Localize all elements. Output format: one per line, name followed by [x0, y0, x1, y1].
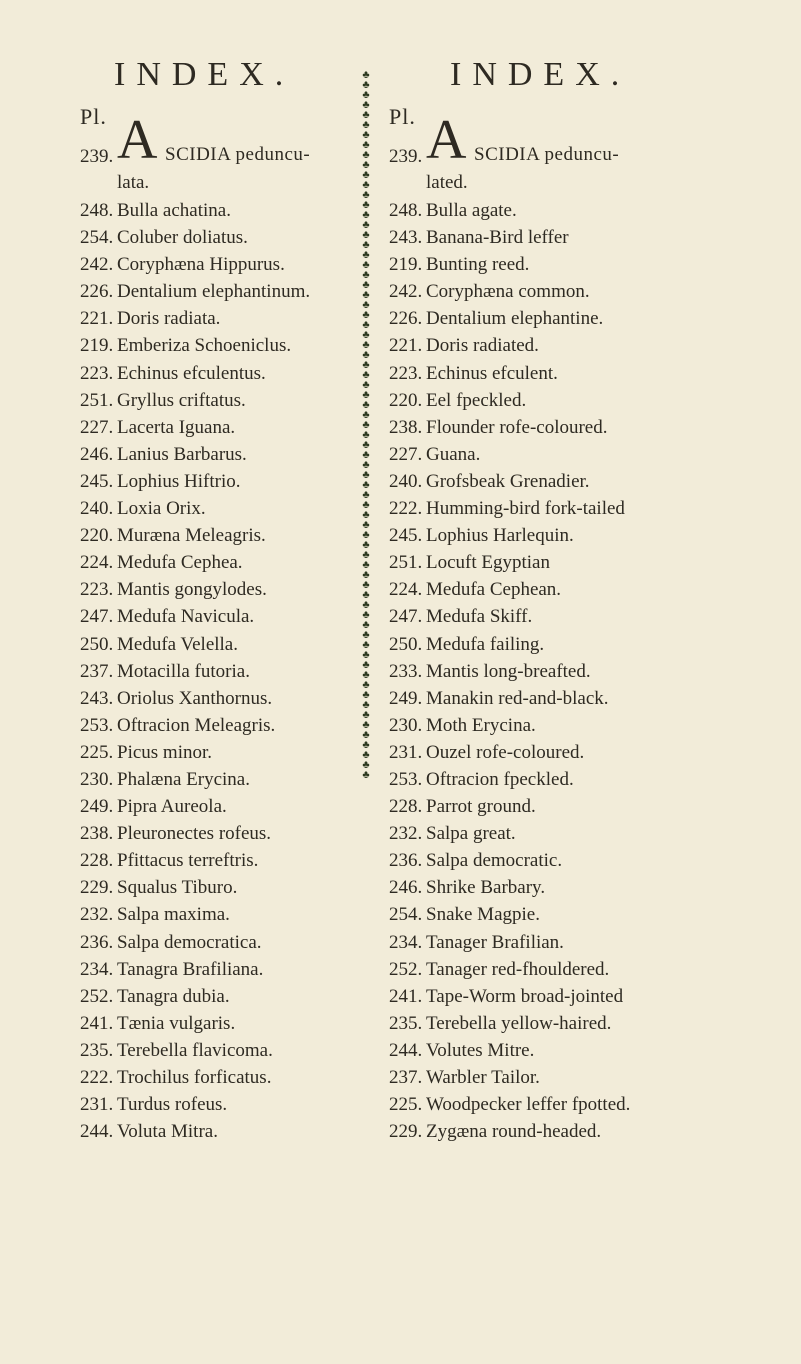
species-name: Medufa Velella. [117, 633, 238, 655]
plate-number: 246. [80, 443, 114, 465]
divider-ornament: ♣ [362, 179, 370, 191]
index-entry [389, 929, 630, 956]
divider-ornament: ♣ [362, 209, 370, 221]
species-name: Tanager red-fhouldered. [426, 958, 610, 980]
divider-ornament: ♣ [362, 79, 370, 91]
species-name: Coryphæna common. [426, 281, 590, 303]
plate-number: 242. [389, 281, 423, 303]
index-entry [389, 278, 630, 305]
index-entry [389, 847, 630, 874]
species-name: Picus minor. [117, 741, 213, 763]
index-entry [80, 956, 310, 983]
plate-number: 253. [389, 768, 423, 790]
divider-ornament: ♣ [362, 139, 370, 151]
index-entry [80, 251, 310, 278]
plate-number: 230. [389, 714, 423, 736]
index-entry [389, 1010, 630, 1037]
plate-number: 223. [389, 362, 423, 384]
plate-number: 232. [80, 904, 114, 926]
plate-number: 240. [80, 498, 114, 520]
species-name: Doris radiated. [426, 335, 539, 357]
divider-ornament: ♣ [362, 549, 370, 561]
divider-ornament: ♣ [362, 599, 370, 611]
divider-ornament: ♣ [362, 739, 370, 751]
plate-number: 231. [389, 741, 423, 763]
plate-number: 231. [80, 1094, 114, 1116]
index-entry [80, 197, 310, 224]
divider-ornament: ♣ [362, 529, 370, 541]
index-entry [80, 414, 310, 441]
plate-number: 235. [389, 1012, 423, 1034]
index-entry [80, 820, 310, 847]
index-entry [389, 468, 630, 495]
plate-number: 251. [389, 552, 423, 574]
plate-number: 232. [389, 823, 423, 845]
species-name: Bulla agate. [426, 200, 517, 221]
index-entry [389, 224, 630, 251]
index-entry [80, 441, 310, 468]
index-entry [389, 901, 630, 928]
index-entry [80, 1064, 310, 1091]
first-entry-number: 239. [80, 146, 114, 167]
species-name: Woodpecker leffer fpotted. [426, 1094, 631, 1116]
species-name: Medufa Skiff. [426, 606, 533, 628]
first-entry-name: SCIDIA peduncu- [165, 144, 311, 165]
species-name: Tanager Brafilian. [426, 931, 564, 953]
plate-number: 244. [389, 1039, 423, 1061]
index-entry [80, 468, 310, 495]
divider-ornament: ♣ [362, 709, 370, 721]
index-entry [389, 956, 630, 983]
plate-number: 221. [80, 308, 114, 330]
plate-number: 238. [389, 416, 423, 438]
index-entry [389, 197, 630, 224]
index-entry [389, 305, 630, 332]
species-name: Shrike Barbary. [426, 877, 546, 899]
species-name: Moth Erycina. [426, 714, 536, 736]
index-entry [389, 1091, 630, 1118]
index-entry [389, 387, 630, 414]
species-name: Medufa Navicula. [117, 606, 255, 628]
divider-ornament: ♣ [362, 189, 370, 201]
divider-ornament: ♣ [362, 109, 370, 121]
divider-ornament: ♣ [362, 749, 370, 761]
divider-ornament: ♣ [362, 259, 370, 271]
species-name: Snake Magpie. [426, 904, 540, 926]
divider-ornament: ♣ [362, 119, 370, 131]
plate-number: 220. [80, 525, 114, 547]
index-entry [80, 603, 310, 630]
plate-number: 249. [80, 796, 114, 818]
divider-ornament: ♣ [362, 199, 370, 211]
plate-number: 220. [389, 389, 423, 411]
divider-ornament: ♣ [362, 639, 370, 651]
species-name: Humming-bird fork-tailed [426, 498, 625, 520]
plate-number: 245. [80, 470, 114, 492]
plate-number: 254. [389, 904, 423, 926]
divider-ornament: ♣ [362, 149, 370, 161]
species-name: Motacilla futoria. [117, 660, 250, 682]
plate-number: 252. [389, 958, 423, 980]
divider-ornament: ♣ [362, 699, 370, 711]
divider-ornament: ♣ [362, 339, 370, 351]
species-name: Oftracion fpeckled. [426, 768, 574, 790]
divider-ornament: ♣ [362, 129, 370, 141]
index-entry [80, 278, 310, 305]
divider-ornament: ♣ [362, 389, 370, 401]
divider-ornament: ♣ [362, 279, 370, 291]
species-name: Locuft Egyptian [426, 552, 550, 574]
divider-ornament: ♣ [362, 89, 370, 101]
index-entry [80, 766, 310, 793]
index-entry [389, 739, 630, 766]
index-entry [80, 631, 310, 658]
species-name: Parrot ground. [426, 796, 536, 818]
species-name: Flounder rofe-coloured. [426, 416, 608, 438]
divider-ornament: ♣ [362, 629, 370, 641]
species-name: Pfittacus terreftris. [117, 850, 259, 872]
species-name: Salpa democratic. [426, 850, 563, 872]
species-name: Banana-Bird leffer [426, 227, 569, 249]
plate-number: 236. [80, 931, 114, 953]
index-entry [80, 1118, 310, 1145]
index-entry [80, 874, 310, 901]
index-entry [80, 495, 310, 522]
index-entry [389, 522, 630, 549]
plate-number: 225. [80, 741, 114, 763]
plate-number: 249. [389, 687, 423, 709]
species-name: Dentalium elephantinum. [117, 281, 311, 303]
divider-ornament: ♣ [362, 379, 370, 391]
plate-number: 223. [80, 362, 114, 384]
species-name: Medufa Cephea. [117, 552, 243, 574]
divider-ornament: ♣ [362, 479, 370, 491]
index-entry [80, 522, 310, 549]
species-name: Salpa maxima. [117, 904, 230, 926]
species-name: Loxia Orix. [117, 498, 206, 520]
species-name: Pipra Aureola. [117, 796, 227, 818]
divider-ornament: ♣ [362, 359, 370, 371]
species-name: Oriolus Xanthornus. [117, 687, 273, 709]
index-entry [389, 1037, 630, 1064]
index-entry [389, 793, 630, 820]
index-entry [389, 1064, 630, 1091]
divider-ornament: ♣ [362, 759, 370, 771]
species-name: Lophius Hiftrio. [117, 470, 241, 492]
plate-number: 245. [389, 525, 423, 547]
index-entry [389, 658, 630, 685]
page-heading: INDEX. [450, 56, 631, 93]
divider-ornament: ♣ [362, 469, 370, 481]
index-entry [80, 983, 310, 1010]
species-name: Doris radiata. [117, 308, 221, 330]
plate-number: 228. [80, 850, 114, 872]
species-name: Salpa democratica. [117, 931, 262, 953]
index-entry [80, 332, 310, 359]
species-name: Mantis long-breafted. [426, 660, 591, 682]
divider-ornament: ♣ [362, 169, 370, 181]
entry-list [80, 197, 310, 1145]
plate-number: 228. [389, 796, 423, 818]
drop-cap-letter: A [426, 109, 467, 171]
plate-number: 234. [389, 931, 423, 953]
plate-number: 229. [389, 1121, 423, 1143]
divider-ornament: ♣ [362, 499, 370, 511]
index-entry [80, 685, 310, 712]
index-entry [80, 387, 310, 414]
index-entry [389, 414, 630, 441]
index-entry [389, 766, 630, 793]
index-entry [80, 712, 310, 739]
index-entry [389, 332, 630, 359]
species-name: Phalæna Erycina. [117, 768, 250, 790]
index-entry [389, 983, 630, 1010]
divider-ornament: ♣ [362, 419, 370, 431]
divider-ornament: ♣ [362, 719, 370, 731]
divider-ornament: ♣ [362, 649, 370, 661]
species-name: Grofsbeak Grenadier. [426, 470, 590, 492]
plate-number: 240. [389, 470, 423, 492]
divider-ornament: ♣ [362, 559, 370, 571]
species-name: Medufa Cephean. [426, 579, 562, 601]
species-name: Dentalium elephantine. [426, 308, 604, 330]
divider-ornament: ♣ [362, 449, 370, 461]
species-name: Voluta Mitra. [117, 1121, 218, 1143]
plate-number: 229. [80, 877, 114, 899]
index-entry [80, 739, 310, 766]
divider-ornament: ♣ [362, 289, 370, 301]
drop-cap-letter: A [117, 109, 158, 171]
plate-number: 241. [389, 985, 423, 1007]
index-entry [389, 603, 630, 630]
divider-ornament: ♣ [362, 299, 370, 311]
plate-number: 252. [80, 985, 114, 1007]
first-entry-name: SCIDIA peduncu- [474, 144, 620, 165]
index-entry [80, 549, 310, 576]
divider-ornament: ♣ [362, 679, 370, 691]
divider-ornament: ♣ [362, 99, 370, 111]
index-entry [80, 658, 310, 685]
species-name: Trochilus forficatus. [117, 1067, 272, 1088]
divider-ornament: ♣ [362, 589, 370, 601]
divider-ornament: ♣ [362, 229, 370, 241]
divider-ornament: ♣ [362, 489, 370, 501]
plate-number: 247. [389, 606, 423, 628]
divider-ornament: ♣ [362, 659, 370, 671]
divider-ornament: ♣ [362, 729, 370, 741]
divider-ornament: ♣ [362, 69, 370, 81]
index-entry [389, 251, 630, 278]
plate-number: 227. [389, 443, 423, 465]
species-name: Oftracion Meleagris. [117, 714, 276, 736]
plate-number: 221. [389, 335, 423, 357]
species-name: Echinus efculent. [426, 362, 558, 384]
species-name: Eel fpeckled. [426, 389, 527, 411]
plate-number: 241. [80, 1012, 114, 1034]
species-name: Echinus efculentus. [117, 362, 266, 384]
species-name: Gryllus criftatus. [117, 389, 246, 411]
plate-number: 237. [80, 660, 114, 682]
species-name: Lanius Barbarus. [117, 443, 247, 465]
species-name: Volutes Mitre. [426, 1039, 535, 1061]
divider-ornament: ♣ [362, 579, 370, 591]
species-name: Zygæna round-headed. [426, 1121, 602, 1143]
plate-number: 254. [80, 227, 114, 249]
plate-number: 225. [389, 1094, 423, 1116]
species-name: Bunting reed. [426, 254, 530, 276]
divider-ornament: ♣ [362, 159, 370, 171]
divider-ornament: ♣ [362, 569, 370, 581]
divider-ornament: ♣ [362, 619, 370, 631]
index-entry [80, 901, 310, 928]
plate-number: 223. [80, 579, 114, 601]
index-entry [389, 495, 630, 522]
plate-number: 226. [389, 308, 423, 330]
divider-ornament: ♣ [362, 239, 370, 251]
plate-number: 247. [80, 606, 114, 628]
species-name: Tanagra dubia. [117, 985, 230, 1007]
plate-number: 248. [389, 200, 423, 221]
index-entry [80, 1037, 310, 1064]
index-entry [80, 929, 310, 956]
entry-list [389, 197, 630, 1145]
species-name: Manakin red-and-black. [426, 687, 609, 709]
plate-number: 219. [389, 254, 423, 276]
divider-ornament: ♣ [362, 669, 370, 681]
plate-number: 250. [80, 633, 114, 655]
species-name: Emberiza Schoeniclus. [117, 335, 292, 357]
plate-number: 248. [80, 200, 114, 221]
first-entry-number: 239. [389, 146, 423, 167]
species-name: Bulla achatina. [117, 200, 231, 221]
plate-number: 236. [389, 850, 423, 872]
index-entry [80, 360, 310, 387]
plate-number: 244. [80, 1121, 114, 1143]
plate-number: 243. [389, 227, 423, 249]
species-name: Terebella flavicoma. [117, 1039, 273, 1061]
species-name: Tænia vulgaris. [117, 1012, 236, 1034]
divider-ornament: ♣ [362, 409, 370, 421]
index-entry [389, 820, 630, 847]
plate-number: 227. [80, 416, 114, 438]
divider-ornament: ♣ [362, 429, 370, 441]
plate-number: 238. [80, 823, 114, 845]
plate-number: 246. [389, 877, 423, 899]
index-entry [80, 305, 310, 332]
plate-number: 222. [389, 498, 423, 520]
species-name: Medufa failing. [426, 633, 545, 655]
plate-label: Pl. [389, 104, 416, 129]
divider-ornament: ♣ [362, 349, 370, 361]
index-entry [389, 360, 630, 387]
plate-label: Pl. [80, 104, 107, 129]
species-name: Tape-Worm broad-jointed [426, 985, 624, 1007]
divider-ornament: ♣ [362, 459, 370, 471]
plate-number: 222. [80, 1067, 114, 1088]
index-entry [389, 1118, 630, 1145]
plate-number: 253. [80, 714, 114, 736]
page-heading: INDEX. [114, 56, 295, 93]
divider-ornament: ♣ [362, 539, 370, 551]
plate-number: 242. [80, 254, 114, 276]
ornamental-divider [360, 70, 372, 780]
species-name: Lophius Harlequin. [426, 525, 574, 547]
first-entry-continuation: lated. [426, 172, 468, 193]
species-name: Muræna Meleagris. [117, 525, 266, 547]
species-name: Mantis gongylodes. [117, 579, 267, 601]
index-entry [389, 712, 630, 739]
plate-number: 224. [389, 579, 423, 601]
divider-ornament: ♣ [362, 269, 370, 281]
plate-number: 219. [80, 335, 114, 357]
divider-ornament: ♣ [362, 369, 370, 381]
species-name: Squalus Tiburo. [117, 877, 238, 899]
index-entry [389, 549, 630, 576]
index-entry [80, 793, 310, 820]
index-entry [80, 847, 310, 874]
species-name: Warbler Tailor. [426, 1067, 540, 1088]
index-entry [389, 874, 630, 901]
index-entry [389, 441, 630, 468]
plate-number: 237. [389, 1067, 423, 1088]
species-name: Ouzel rofe-coloured. [426, 741, 585, 763]
index-entry [80, 224, 310, 251]
divider-ornament: ♣ [362, 309, 370, 321]
divider-ornament: ♣ [362, 519, 370, 531]
index-entry [389, 576, 630, 603]
plate-number: 243. [80, 687, 114, 709]
plate-number: 234. [80, 958, 114, 980]
plate-number: 250. [389, 633, 423, 655]
index-entry [389, 685, 630, 712]
first-entry-continuation: lata. [117, 172, 150, 193]
divider-ornament: ♣ [362, 689, 370, 701]
plate-number: 230. [80, 768, 114, 790]
species-name: Guana. [426, 443, 481, 465]
divider-ornament: ♣ [362, 769, 370, 781]
index-entry [80, 1091, 310, 1118]
index-entry [389, 631, 630, 658]
plate-number: 233. [389, 660, 423, 682]
plate-number: 226. [80, 281, 114, 303]
species-name: Lacerta Iguana. [117, 416, 236, 438]
species-name: Tanagra Brafiliana. [117, 958, 264, 980]
species-name: Pleuronectes rofeus. [117, 823, 272, 845]
index-entry [80, 576, 310, 603]
species-name: Coluber doliatus. [117, 227, 248, 249]
divider-ornament: ♣ [362, 399, 370, 411]
index-entry [80, 1010, 310, 1037]
plate-number: 224. [80, 552, 114, 574]
divider-ornament: ♣ [362, 509, 370, 521]
divider-ornament: ♣ [362, 219, 370, 231]
plate-number: 235. [80, 1039, 114, 1061]
species-name: Coryphæna Hippurus. [117, 254, 285, 276]
divider-ornament: ♣ [362, 249, 370, 261]
species-name: Terebella yellow-haired. [426, 1012, 612, 1034]
plate-number: 251. [80, 389, 114, 411]
divider-ornament: ♣ [362, 439, 370, 451]
divider-ornament: ♣ [362, 319, 370, 331]
species-name: Salpa great. [426, 823, 516, 845]
divider-ornament: ♣ [362, 609, 370, 621]
species-name: Turdus rofeus. [117, 1094, 228, 1116]
divider-ornament: ♣ [362, 329, 370, 341]
